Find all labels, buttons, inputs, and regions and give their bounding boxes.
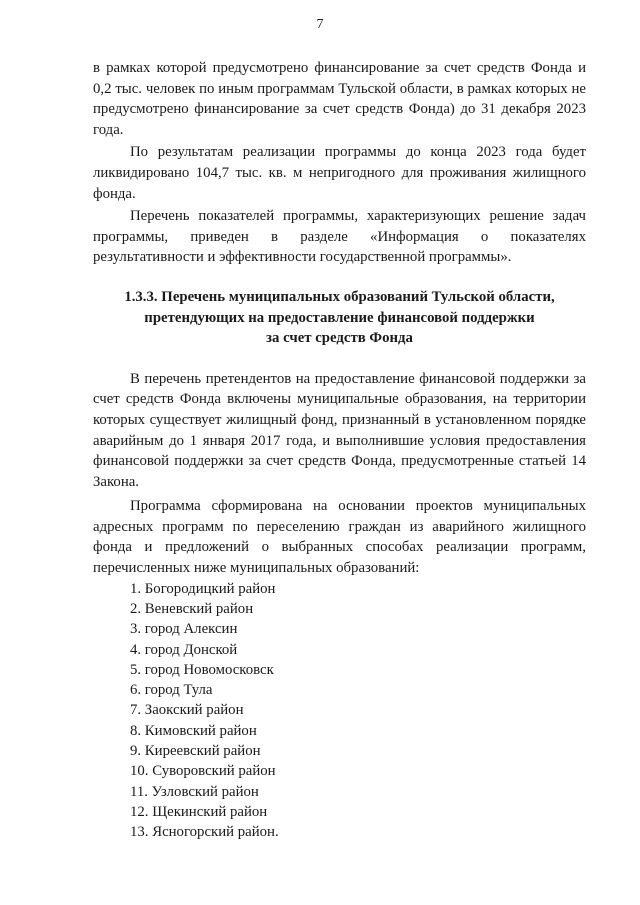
list-item: 5. город Новомосковск	[130, 661, 274, 678]
section-heading-line-1: 1.3.3. Перечень муниципальных образований Тульской области,	[124, 288, 555, 305]
list-item: 12. Щекинский район	[130, 803, 268, 820]
section-heading	[93, 287, 586, 349]
list-item: 10. Суворовский район	[130, 763, 276, 780]
section-heading-line-3: за счет средств Фонда	[266, 330, 413, 347]
list-item: 7. Заокский район	[130, 702, 244, 719]
list-item: 1. Богородицкий район	[130, 580, 276, 597]
list-item: 8. Кимовский район	[130, 722, 257, 739]
list-item: 6. город Тула	[130, 682, 213, 699]
municipality-list	[93, 579, 586, 843]
section-heading-line-2: претендующих на предоставление финансовой поддержки	[144, 309, 535, 326]
paragraph-indicators: Перечень показателей программы, характеризующих решение задач программы, приведен в разделе «Информация о показателях результативности и эффективности государственной программы».	[93, 208, 586, 266]
list-item: 9. Киреевский район	[130, 743, 261, 760]
document-body	[93, 58, 586, 843]
list-item: 11. Узловский район	[130, 783, 259, 800]
paragraph-program-basis: Программа сформирована на основании проектов муниципальных адресных программ по переселению граждан из аварийного жилищного фонда и предложений о выбранных способах реализации программ, перечисленных ниже муниципальных образований:	[93, 498, 586, 577]
list-item: 13. Ясногорский район.	[130, 824, 279, 841]
paragraph-results: По результатам реализации программы до конца 2023 года будет ликвидировано 104,7 тыс. кв. м непригодного для проживания жилищного фонда.	[93, 144, 586, 202]
paragraph-continuation: в рамках которой предусмотрено финансирование за счет средств Фонда и 0,2 тыс. человек по иным программам Тульской области, в рамках которых не предусмотрено финансирование за счет средств Фонда) до 31 декабря 2023 года.	[93, 60, 586, 138]
list-item: 2. Веневский район	[130, 600, 254, 617]
paragraph-applicants: В перечень претендентов на предоставление финансовой поддержки за счет средств Фонда включены муниципальные образования, на территории которых существует жилищный фонд, признанный в установленном порядке аварийным до 1 января 2017 года, и выполнившие условия предоставления финансовой поддержки за счет средств Фонда, предусмотренные статьей 14 Закона.	[93, 370, 586, 490]
page-number: 7	[316, 17, 324, 32]
list-item: 4. город Донской	[130, 641, 238, 658]
list-item: 3. город Алексин	[130, 621, 238, 638]
